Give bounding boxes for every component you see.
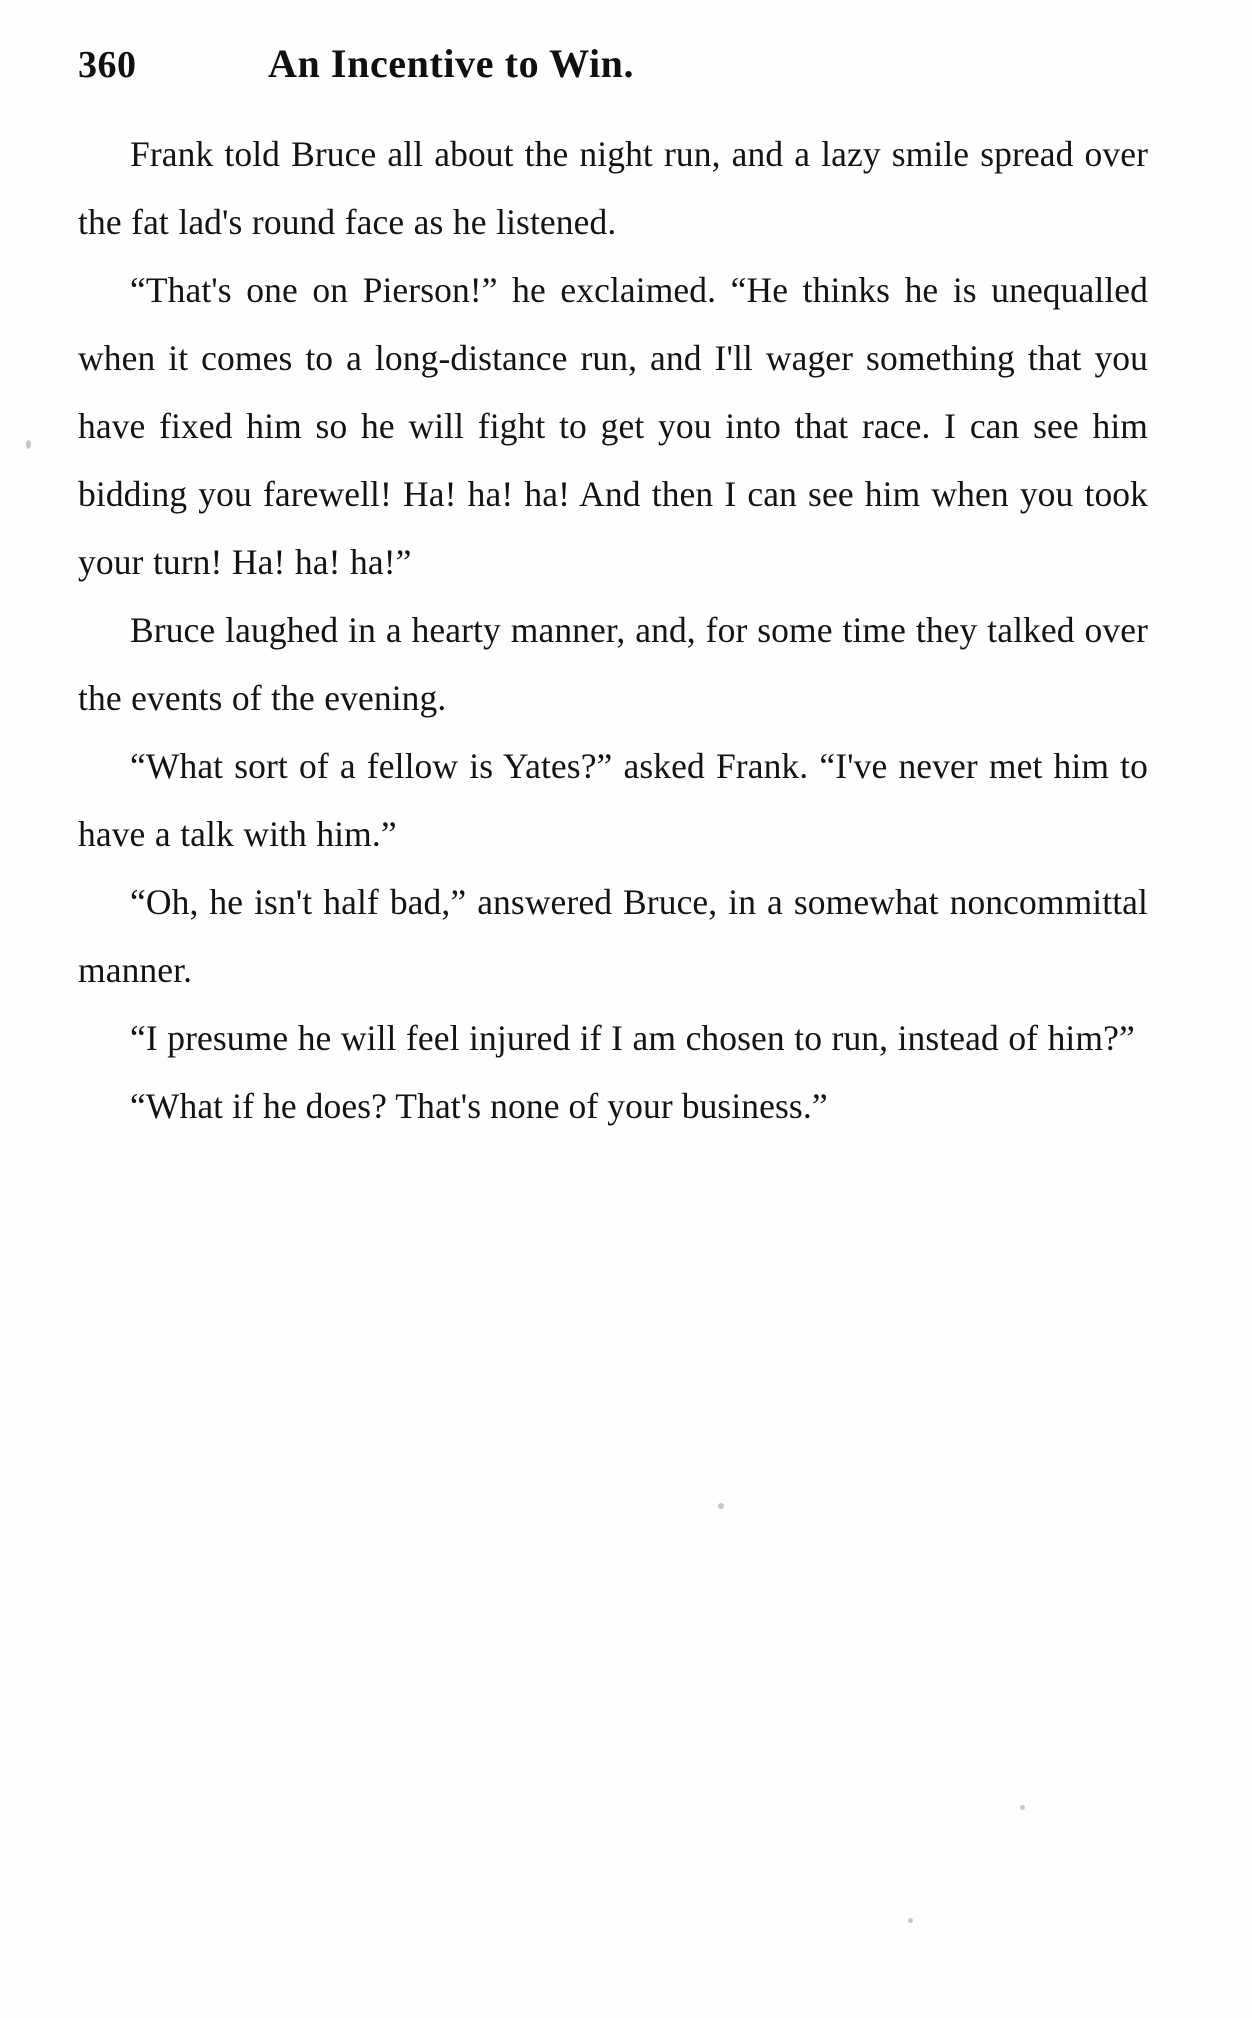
paragraph: “I presume he will feel injured if I am chosen to run, instead of him?” — [130, 1018, 1135, 1058]
page-header — [78, 40, 1148, 110]
page-content — [78, 40, 1148, 1140]
page-number: 360 — [78, 44, 137, 86]
paragraph: “Oh, he isn't half bad,” answered Bruce, in a somewhat noncommittal manner. — [78, 882, 1148, 990]
running-head-title: An Incentive to Win. — [268, 41, 635, 86]
paragraph: Bruce laughed in a hearty manner, and, for some time they talked over the events of the evening. — [78, 610, 1148, 718]
scan-speck — [908, 1918, 913, 1923]
paragraph: “That's one on Pierson!” he exclaimed. “He thinks he is unequalled when it comes to a long-distance run, and I'll wager something that you have fixed him so he will fight to get you into that race. I can see him bidding you farewell! Ha! ha! ha! And then I can see him when you took your turn! Ha! ha! ha!” — [78, 270, 1148, 582]
scan-speck — [718, 1503, 724, 1509]
scan-speck — [1020, 1805, 1025, 1810]
paragraph: Frank told Bruce all about the night run, and a lazy smile spread over the fat lad's round face as he listened. — [78, 134, 1148, 242]
paragraph: “What if he does? That's none of your business.” — [130, 1086, 828, 1126]
body-text — [78, 120, 1148, 1140]
scan-speck — [26, 440, 31, 449]
paragraph: “What sort of a fellow is Yates?” asked Frank. “I've never met him to have a talk with him.” — [78, 746, 1148, 854]
